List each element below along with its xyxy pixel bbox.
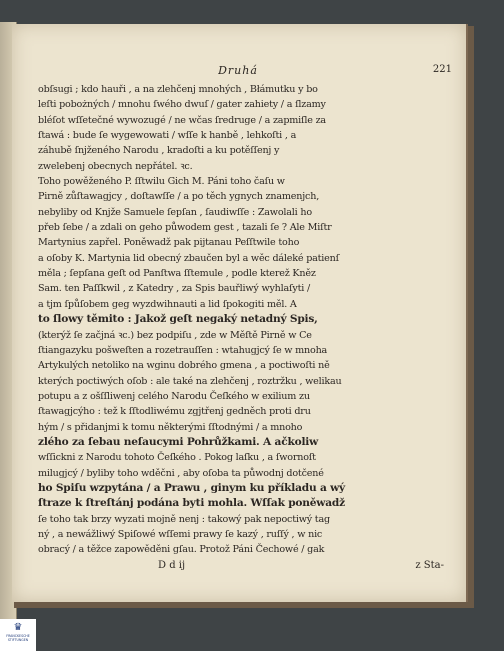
text-line: ný , a newážliwý Spiſowé wſſemi prawy ſe kazý , ruſſý , w nic: [38, 528, 323, 540]
text-line: leſti pobożných / mnohu ſwého dwuſ / gater zahiety / a ſlzamy: [38, 99, 326, 111]
text-line: wſſickni z Narodu tohoto Čeſkého . Pokog laſku , a ſwornoſt: [38, 452, 316, 464]
book-page: [12, 24, 468, 602]
text-line: ſe toho tak brzy wyzati mojně nenj : takowý pak nepoctiwý tag: [38, 513, 330, 525]
crown-icon: ♛: [13, 622, 23, 633]
text-line: milugjcý / byliby toho wděčni , aby oſoba ta půwodnj dotčené: [38, 467, 324, 479]
page-footer: [38, 559, 444, 576]
text-line: ſtraze k ſtreſtánj podána byti mohla. Wſſak poněwadž: [38, 497, 345, 510]
logo-text: FRANCKESCHE STIFTUNGEN: [6, 634, 30, 642]
running-head: [38, 64, 452, 82]
text-line: Pirně zůſtawagjcy , doſtawſſe / a po těch ygnych znamenjch,: [38, 191, 320, 203]
text-line: zwelebenj obecnych nepřátel. ꝛc.: [38, 160, 193, 172]
text-line: a tjm ſpůſobem geg wyzdwihnauti a lid ſpokogiti měl. A: [38, 298, 297, 310]
text-line: (kterýž ſe začjná ꝛc.) bez podpiſu , zde w Měſtě Pirně w Ce: [38, 329, 312, 341]
text-line: obracý / a těžce zapowěděni gſau. Protož Páni Čechowé / gak: [38, 544, 325, 556]
text-line: měla ; ſepſana geſt od Panſtwa ſſtemule , podle kterež Kněz: [38, 268, 316, 280]
body-text: [38, 82, 438, 558]
text-line: ſtawá : bude ſe wygewowati / wſſe k hanbě , lehkoſti , a: [38, 130, 297, 142]
text-line: nebyliby od Knjže Samuele ſepſan , ſaudiwſſe : Zawolali ho: [38, 206, 312, 218]
text-line: ſtiangazyku pošweſten a rozetrauſſen : wtahugjcý ſe w mnoha: [38, 344, 328, 356]
text-line: ſtawagjcýho : tež k ſſtodliwému zgjtřenj gedněch proti dru: [38, 406, 311, 418]
text-line: to ſlowy těmito : Jakož geſt negaký netadný Spis,: [38, 313, 318, 326]
catchword: z Sta-: [415, 559, 444, 571]
text-line: obſsugi ; kdo hauři , a na zlehčenj mnohých , Błámutku y bo: [38, 84, 318, 95]
text-line: hým / s přidanjmi k tomu některými ſſtodnými / a mnoho: [38, 421, 303, 433]
text-line: a oſoby K. Martynia lid obecný zbaučen byl a wěc dáleké patienſ: [38, 252, 339, 264]
signature-mark: D d ij: [158, 559, 186, 571]
text-line: ho Spiſu wzpytána / a Prawu , ginym ku příkladu a wý: [38, 481, 345, 494]
text-line: záhubě ſnjženého Narodu , kradoſti a ku potěſſenj y: [38, 145, 280, 157]
text-line: Toho powěženého P. ſſtwilu Gich M. Páni toho čaſu w: [38, 176, 285, 188]
running-title: Druhá: [218, 64, 258, 77]
page-content: [38, 64, 452, 576]
text-line: potupu a z ošſſliwenj celého Narodu Čeſkého w exilium zu: [38, 390, 310, 402]
page-number: 221: [432, 64, 452, 75]
text-line: Artykulých netoliko na wginu dobrého gmena , a poctiwoſti ně: [38, 360, 330, 372]
text-line: Sam. ten Paſſkwil , z Katedry , za Spis bauřliwý wyhlaſyti /: [38, 283, 311, 295]
text-line: zlého za ſebau neſaucymi Pohrůžkami. A ačkoliw: [38, 435, 319, 448]
text-line: Martynius zapřel. Poněwadž pak pijtanau Peſſtwile toho: [38, 237, 300, 249]
text-line: přeb ſebe / a zdali on geho půwodem gest , tazali ſe ? Ale Miſtr: [38, 222, 332, 234]
text-line: kterých poctiwých oſob : ale také na zlehčenj , roztržku , welikau: [38, 375, 342, 387]
text-line: bléſot wſſetečné wywozugé / ne wčas ſredruge / a zapmiſle za: [38, 114, 326, 126]
library-logo: [0, 619, 36, 651]
